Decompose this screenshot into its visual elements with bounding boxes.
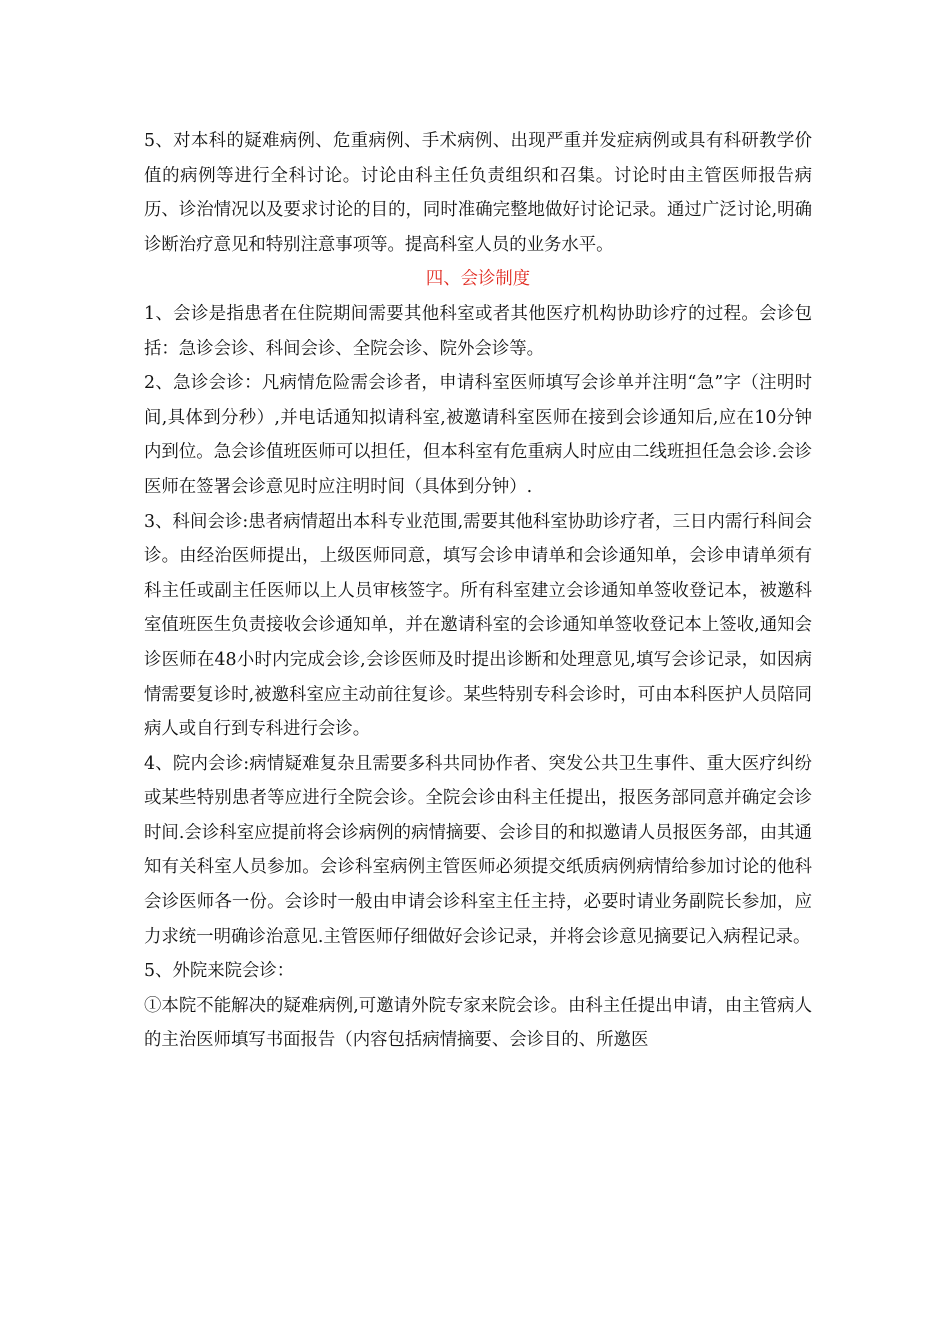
paragraph-6: ①本院不能解决的疑难病例,可邀请外院专家来院会诊。由科主任提出申请，由主管病人的主治医师填写书面报告（内容包括病情摘要、会诊目的、所邀医 [144, 995, 812, 1051]
document-body [144, 124, 812, 1058]
paragraph-3: 3、科间会诊:患者病情超出本科专业范围,需要其他科室协助诊疗者，三日内需行科间会诊。由经治医师提出，上级医师同意，填写会诊申请单和会诊通知单，会诊申请单须有科主任或副主任医师以上人员审核签字。所有科室建立会诊通知单签收登记本，被邀科室值班医生负责接收会诊通知单，并在邀请科室的会诊通知单签收登记本上签收,通知会诊医师在48小时内完成会诊,会诊医师及时提出诊断和处理意见,填写会诊记录，如因病情需要复诊时,被邀科室应主动前往复诊。某些特别专科会诊时，可由本科医护人员陪同病人或自行到专科进行会诊。 [144, 511, 812, 740]
paragraph-intro: 5、对本科的疑难病例、危重病例、手术病例、出现严重并发症病例或具有科研教学价值的病例等进行全科讨论。讨论由科主任负责组织和召集。讨论时由主管医师报告病历、诊治情况以及要求讨论的目的，同时准确完整地做好讨论记录。通过广泛讨论,明确诊断治疗意见和特别注意事项等。提高科室人员的业务水平。 [144, 131, 812, 255]
paragraph-4: 4、院内会诊:病情疑难复杂且需要多科共同协作者、突发公共卫生事件、重大医疗纠纷或某些特别患者等应进行全院会诊。全院会诊由科主任提出，报医务部同意并确定会诊时间.会诊科室应提前将会诊病例的病情摘要、会诊目的和拟邀请人员报医务部，由其通知有关科室人员参加。会诊科室病例主管医师必须提交纸质病例病情给参加讨论的他科会诊医师各一份。会诊时一般由申请会诊科室主任主持，必要时请业务副院长参加，应力求统一明确诊治意见.主管医师仔细做好会诊记录，并将会诊意见摘要记入病程记录。 [144, 753, 812, 947]
paragraph-1: 1、会诊是指患者在住院期间需要其他科室或者其他医疗机构协助诊疗的过程。会诊包括：急诊会诊、科间会诊、全院会诊、院外会诊等。 [144, 303, 812, 359]
paragraph-2: 2、急诊会诊：凡病情危险需会诊者，申请科室医师填写会诊单并注明“急”字（注明时间,具体到分秒）,并电话通知拟请科室,被邀请科室医师在接到会诊通知后,应在10分钟内到位。急会诊值班医师可以担任，但本科室有危重病人时应由二线班担任急会诊.会诊医师在签署会诊意见时应注明时间（具体到分钟）. [144, 373, 812, 497]
section-heading: 四、会诊制度 [425, 269, 531, 290]
paragraph-5: 5、外院来院会诊： [144, 961, 295, 982]
